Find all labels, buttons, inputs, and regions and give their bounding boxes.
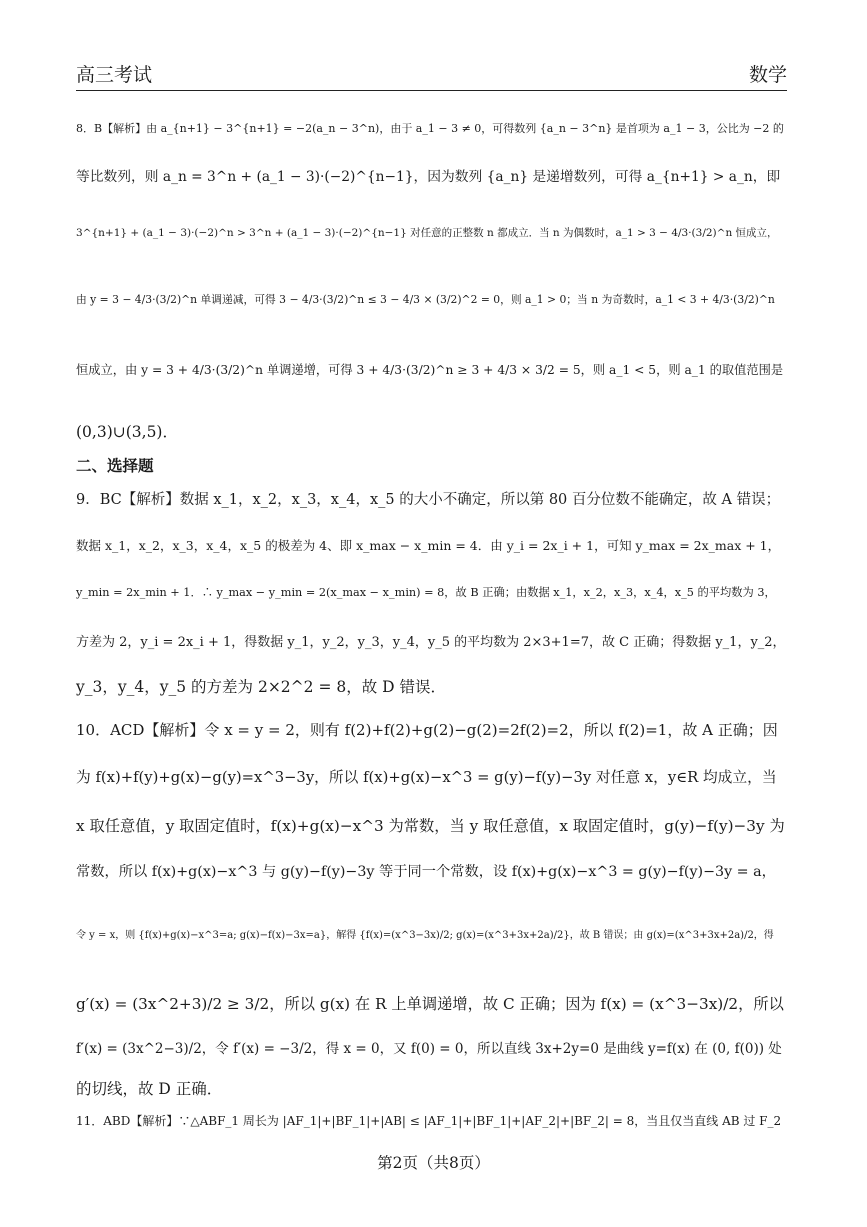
text-line: 9．BC【解析】数据 x_1，x_2，x_3，x_4，x_5 的大小不确定，所以第 80 百分位数不能确定，故 A 错误；	[76, 492, 781, 508]
page-number: 第2页（共8页）	[377, 1154, 490, 1172]
text-line: y_min = 2x_min + 1．∴ y_max − y_min = 2(x_max − x_min) = 8，故 B 正确；由数据 x_1，x_2，x_3，x_4，x_5 的平均数为 3，	[76, 586, 776, 599]
text-line: 11．ABD【解析】∵△ABF_1 周长为 |AF_1|+|BF_1|+|AB| ≤ |AF_1|+|BF_1|+|AF_2|+|BF_2| = 8，当且仅当直线 AB 过 F_2	[76, 1114, 782, 1128]
text-line: (0,3)∪(3,5)．	[76, 423, 178, 441]
text-line: 3^{n+1} + (a_1 − 3)·(−2)^n > 3^n + (a_1 − 3)·(−2)^{n−1} 对任意的正整数 n 都成立．当 n 为偶数时，a_1 > 3 − 4/3·(3/2)^n 恒成立，	[76, 227, 778, 239]
text-line: 的切线，故 D 正确．	[76, 1080, 223, 1098]
text-line: 方差为 2，y_i = 2x_i + 1，得数据 y_1，y_2，y_3，y_4，y_5 的平均数为 2×3+1=7，故 C 正确；得数据 y_1，y_2，	[76, 635, 786, 650]
text-line: y_3，y_4，y_5 的方差为 2×2^2 = 8，故 D 错误．	[76, 678, 447, 696]
text-line: 数据 x_1，x_2，x_3，x_4，x_5 的极差为 4、即 x_max − x_min = 4．由 y_i = 2x_i + 1，可知 y_max = 2x_max + 1，	[76, 538, 781, 553]
text-line: 常数，所以 f(x)+g(x)−x^3 与 g(y)−f(y)−3y 等于同一个常数，设 f(x)+g(x)−x^3 = g(y)−f(y)−3y = a，	[76, 864, 776, 880]
exam-title: 高三考试	[76, 64, 153, 86]
section-heading: 二、选择题	[76, 456, 154, 475]
text-line: g′(x) = (3x^2+3)/2 ≥ 3/2，所以 g(x) 在 R 上单调递增，故 C 正确；因为 f(x) = (x^3−3x)/2，所以	[76, 995, 784, 1013]
text-line: x 取任意值，y 取固定值时，f(x)+g(x)−x^3 为常数，当 y 取任意值，x 取固定值时，g(y)−f(y)−3y 为	[76, 817, 785, 835]
page-header	[76, 60, 787, 91]
text-line: 8．B【解析】由 a_{n+1} − 3^{n+1} = −2(a_n − 3^n)，由于 a_1 − 3 ≠ 0，可得数列 {a_n − 3^n} 是首项为 a_1 − 3，公比为 −2 的	[76, 122, 784, 135]
text-line: 10．ACD【解析】令 x = y = 2，则有 f(2)+f(2)+g(2)−g(2)=2f(2)=2，所以 f(2)=1，故 A 正确；因	[76, 721, 778, 739]
text-line: 为 f(x)+f(y)+g(x)−g(y)=x^3−3y，所以 f(x)+g(x)−x^3 = g(y)−f(y)−3y 对任意 x，y∈R 均成立，当	[76, 769, 777, 786]
text-line: 恒成立，由 y = 3 + 4/3·(3/2)^n 单调递增，可得 3 + 4/3·(3/2)^n ≥ 3 + 4/3 × 3/2 = 5，则 a_1 < 5，则 a_1 的取值范围是	[76, 363, 784, 377]
text-line: 等比数列，则 a_n = 3^n + (a_1 − 3)·(−2)^{n−1}，因为数列 {a_n} 是递增数列，可得 a_{n+1} > a_n，即	[76, 169, 781, 185]
text-line: 由 y = 3 − 4/3·(3/2)^n 单调递减，可得 3 − 4/3·(3/2)^n ≤ 3 − 4/3 × (3/2)^2 = 0，则 a_1 > 0；当 n 为奇数时，a_1 < 3 + 4/3·(3/2)^n	[76, 293, 775, 306]
text-line: f′(x) = (3x^2−3)/2，令 f′(x) = −3/2，得 x = 0，又 f(0) = 0，所以直线 3x+2y=0 是曲线 y=f(x) 在 (0, f(0)) 处	[76, 1041, 782, 1057]
subject-title: 数学	[748, 64, 787, 86]
text-line: 令 y = x，则 {f(x)+g(x)−x^3=a; g(x)−f(x)−3x=a}，解得 {f(x)=(x^3−3x)/2; g(x)=(x^3+3x+2a)/2}，故 B 错误；由 g(x)=(x^3+3x+2a)/2，得	[76, 930, 774, 941]
